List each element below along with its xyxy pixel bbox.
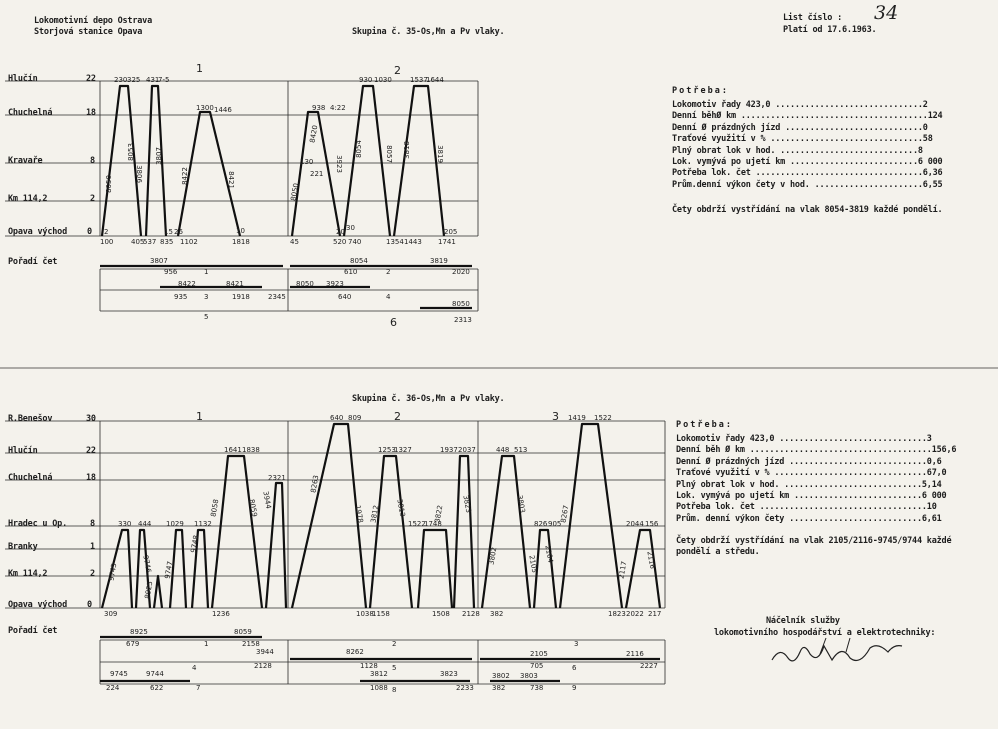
g1-crew-time: 1918 xyxy=(232,293,250,301)
g1-req-row: Plný obrat lok v hod. ............................ 8 xyxy=(672,145,923,156)
g2-crew-time: 1128 xyxy=(360,662,378,670)
g1-req-row: Denní běhØ km ...................................... 124 xyxy=(672,111,943,122)
g2-crew-train: 2105 xyxy=(530,650,548,658)
g2-crew-time: 738 xyxy=(530,684,544,692)
g2-req-row: Denní běh Ø km ..................................... 156,6 xyxy=(676,445,957,456)
g1-km-opava: 0 xyxy=(87,227,92,237)
g1-crew-number: 4 xyxy=(386,293,391,301)
g2-train: 9748 xyxy=(189,534,201,554)
g2-req-title: Potřeba: xyxy=(676,420,733,430)
g2-crew-train: 3944 xyxy=(256,648,274,656)
g1-time: 1300 xyxy=(196,104,214,112)
g2-time: 2044 xyxy=(626,520,644,528)
g2-time: 382 xyxy=(490,610,504,618)
g2-req-row: Lok. vymývá po ujetí km .......................... 6 000 xyxy=(676,491,947,502)
g2-time: 1158 xyxy=(372,610,390,618)
g1-time: 230 xyxy=(114,76,128,84)
depot-station: Storjová stanice Opava xyxy=(34,27,143,37)
g2-crew-number: 3 xyxy=(574,640,579,648)
g1-crew-train: 3819 xyxy=(430,257,448,265)
g2-km-km1142: 2 xyxy=(90,569,95,579)
g1-crew-train: 8050 xyxy=(296,280,314,288)
g2-note-line1: Čety obdrží vystřídání na vlak 2105/2116-9745/9744 každé xyxy=(676,536,952,546)
g2-train: 8059 xyxy=(247,498,259,518)
g1-time: 1818 xyxy=(232,238,250,246)
g2-req-row: Prům. denní výkon čety ........................... 6,61 xyxy=(676,513,942,524)
g2-crew-time: 705 xyxy=(530,662,544,670)
g2-time: 1823 xyxy=(608,610,626,618)
g2-train: 8058 xyxy=(209,498,221,518)
g1-crew-time: 610 xyxy=(344,268,358,276)
g1-time: 10 xyxy=(236,227,245,235)
g1-time: 30 xyxy=(346,224,355,232)
g2-crew-train: 3812 xyxy=(370,670,388,678)
g2-time: 1838 xyxy=(242,446,260,454)
g2-time: 1522 xyxy=(594,414,612,422)
g1-station-km1142: Km 114,2 xyxy=(8,194,48,204)
g2-time: 309 xyxy=(104,610,118,618)
g1-crew-number: 5 xyxy=(204,313,209,321)
g2-crew-number: 1 xyxy=(204,640,209,648)
g1-train-8053: 8053 xyxy=(126,143,135,161)
g2-time: 2022 xyxy=(626,610,644,618)
depot-name: Lokomotivní depo Ostrava xyxy=(34,16,153,26)
g1-req-row: Denní Ø prázdných jízd ............................ 0 xyxy=(672,122,928,133)
sheet-number: 34 xyxy=(874,2,899,24)
g1-station-kravare: Kravaře xyxy=(8,156,43,166)
g2-req-row: Potřeba lok. čet .................................. 10 xyxy=(676,502,937,513)
g1-time: 1446 xyxy=(214,106,232,114)
g2-crew-train: 2116 xyxy=(626,650,644,658)
g1-time: 130 xyxy=(300,158,314,166)
g1-time: 26 xyxy=(174,228,183,236)
g2-time: 448 xyxy=(496,446,510,454)
g2-req-row: Plný obrat lok v hod. ............................ 5,14 xyxy=(676,479,942,490)
g2-crew-train: 8262 xyxy=(346,648,364,656)
g2-time: 809 xyxy=(348,414,362,422)
g1-time: 7-5 xyxy=(158,76,170,84)
g1-order-label: Pořadí čet xyxy=(8,257,58,267)
g1-crew-train: 3923 xyxy=(326,280,344,288)
g1-train-8420: 8420 xyxy=(308,124,320,144)
g1-crew-time: 956 xyxy=(164,268,178,276)
g1-crew-train: 8050 xyxy=(452,300,470,308)
g2-crew-number: 6 xyxy=(572,664,577,672)
g1-time: 221 xyxy=(310,170,324,178)
g1-train-8057: 8057 xyxy=(384,145,393,163)
g1-crew-number: 1 xyxy=(204,268,209,276)
g2-time: 2037 xyxy=(458,446,476,454)
g2-crew-train: 3802 xyxy=(492,672,510,680)
g2-train: 8263 xyxy=(309,474,321,494)
g2-train: 8925 xyxy=(143,580,155,600)
g2-time: 640 xyxy=(330,414,344,422)
g1-crew-time: 2345 xyxy=(268,293,286,301)
g2-order-label: Pořadí čet xyxy=(8,626,58,636)
g2-crew-train: 9744 xyxy=(146,670,164,678)
g2-req-row: Traťové využití v % ............................... 67,0 xyxy=(676,468,947,479)
g2-train: 3812 xyxy=(369,504,381,524)
g2-note-line2: pondělí a středu. xyxy=(676,547,760,557)
g1-req-title: Potřeba: xyxy=(672,86,729,96)
g2-train: 1978 xyxy=(353,504,365,524)
g2-crew-train: 3823 xyxy=(440,670,458,678)
g2-crew-time: 2233 xyxy=(456,684,474,692)
g2-train: 3803 xyxy=(515,494,527,514)
g2-km-opava: 0 xyxy=(87,600,92,610)
g2-crew-time: 224 xyxy=(106,684,120,692)
g1-time: 20 xyxy=(336,228,345,236)
g1-time: 537 xyxy=(143,238,157,246)
g1-time: 325 xyxy=(127,76,141,84)
g2-time: 2321 xyxy=(268,474,286,482)
g2-km-chuchelna: 18 xyxy=(86,473,96,483)
g2-km-hlucin: 22 xyxy=(86,446,96,456)
g2-station-km1142: Km 114,2 xyxy=(8,569,48,579)
g1-crew-number: 3 xyxy=(204,293,209,301)
g2-crew-train: 8925 xyxy=(130,628,148,636)
g2-train: 3822 xyxy=(433,504,445,524)
g2-station-chuchelna: Chuchelná xyxy=(8,473,53,483)
group1-title: Skupina č. 35-Os,Mn a Pv vlaky. xyxy=(352,27,505,37)
g2-time: 1327 xyxy=(394,446,412,454)
g1-time: 205 xyxy=(444,228,458,236)
g2-crew-time: 679 xyxy=(126,640,140,648)
valid-from: Platí od 17.6.1963. xyxy=(783,25,877,35)
g2-crew-number: 8 xyxy=(392,686,397,694)
g2-time: 826 xyxy=(534,520,548,528)
g2-station-branky: Branky xyxy=(8,542,38,552)
g1-time: 930 xyxy=(359,76,373,84)
g1-train-8050: 8050 xyxy=(104,175,113,193)
g2-time: 905 xyxy=(548,520,562,528)
g1-crew-train: 8421 xyxy=(226,280,244,288)
g2-train: 2116 xyxy=(645,550,657,570)
g2-km-branky: 1 xyxy=(90,542,95,552)
g2-crew-number: 7 xyxy=(196,684,201,692)
g2-train: 3823 xyxy=(461,494,473,514)
g1-req-row: Potřeba lok. čet .................................. 6,36 xyxy=(672,168,943,179)
g1-time: 431 xyxy=(146,76,160,84)
group2-title: Skupina č. 36-Os,Mn a Pv vlaky. xyxy=(352,394,505,404)
g1-time: 1354 xyxy=(386,238,404,246)
g1-time: 405 xyxy=(131,238,145,246)
g2-time: 1937 xyxy=(440,446,458,454)
g1-time: 740 xyxy=(348,238,362,246)
g2-train: 3813 xyxy=(395,498,407,518)
g1-crew-time: 640 xyxy=(338,293,352,301)
g2-train: 3802 xyxy=(487,546,499,566)
g1-time: 4:22 xyxy=(330,104,346,112)
g2-crew-train: 8059 xyxy=(234,628,252,636)
g2-time: 1748 xyxy=(424,520,442,528)
g2-crew-time: 1088 xyxy=(370,684,388,692)
g2-station-opava: Opava východ xyxy=(8,600,68,610)
g2-time: 1508 xyxy=(432,610,450,618)
group2-section-1: 1 xyxy=(196,410,203,423)
g1-train-8421: 8421 xyxy=(226,171,235,189)
g1-time: 1741 xyxy=(438,238,456,246)
g2-time: 444 xyxy=(138,520,152,528)
g1-crew-train: 3807 xyxy=(150,257,168,265)
g2-crew-time: 622 xyxy=(150,684,164,692)
g1-station-chuchelna: Chuchelná xyxy=(8,108,53,118)
g2-train: 2117 xyxy=(617,560,629,580)
g1-req-row: Prům.denní výkon čety v hod. ...................... 6,55 xyxy=(672,179,943,190)
g2-time: 156 xyxy=(645,520,659,528)
g2-time: 2128 xyxy=(462,610,480,618)
g1-crew-train: 8422 xyxy=(178,280,196,288)
g2-train: 9747 xyxy=(163,560,175,580)
g1-km-chuchelna: 18 xyxy=(86,108,96,118)
g1-train-3819: 3819 xyxy=(435,145,444,163)
group2-section-2: 2 xyxy=(394,410,401,423)
g2-train: 3944 xyxy=(261,490,273,510)
g1-crew-train: 8054 xyxy=(350,257,368,265)
group2-section-3: 3 xyxy=(552,410,559,423)
g2-train: 8267 xyxy=(559,504,571,524)
g1-train-3923: 3923 xyxy=(334,155,343,173)
signature-title: Náčelník služby xyxy=(766,616,840,626)
g1-crew-number: 6 xyxy=(390,316,397,329)
g2-train: 9745 xyxy=(107,562,119,582)
g2-req-row: Lokomotiv řady 423,0 .............................. 3 xyxy=(676,434,932,444)
g2-time: 513 xyxy=(514,446,528,454)
g2-crew-train: 9745 xyxy=(110,670,128,678)
g1-train-8422: 8422 xyxy=(180,167,189,185)
g1-km-km1142: 2 xyxy=(90,194,95,204)
g1-crew-time: 2313 xyxy=(454,316,472,324)
g2-km-hradec: 8 xyxy=(90,519,95,529)
g1-km-kravare: 8 xyxy=(90,156,95,166)
g2-crew-number: 2 xyxy=(392,640,397,648)
g2-km-benesov: 30 xyxy=(86,414,96,424)
g2-train: 2105 xyxy=(527,554,539,574)
g2-station-hlucin: Hlučín xyxy=(8,446,38,456)
g1-train-8050b: 8050 xyxy=(289,182,301,202)
g1-station-opava: Opava východ xyxy=(8,227,68,237)
g1-crew-time: 2020 xyxy=(452,268,470,276)
g1-note: Čety obdrží vystřídání na vlak 8054-3819 každé pondělí. xyxy=(672,205,943,215)
g2-crew-time: 382 xyxy=(492,684,506,692)
g2-crew-train: 3803 xyxy=(520,672,538,680)
g1-time: 45 xyxy=(290,238,299,246)
g1-time: 15 xyxy=(164,228,173,236)
g2-time: 330 xyxy=(118,520,132,528)
g1-crew-number: 2 xyxy=(386,268,391,276)
g2-station-hradec: Hradec u Op. xyxy=(8,519,68,529)
g2-time: 1253 xyxy=(378,446,396,454)
g2-time: 1419 xyxy=(568,414,586,422)
g1-time: 2 xyxy=(104,228,109,236)
g2-time: 1038 xyxy=(356,610,374,618)
g2-station-benesov: R.Benešov xyxy=(8,414,53,424)
g2-time: 217 xyxy=(648,610,662,618)
g2-req-row: Denní Ø prázdných jízd ............................ 0,6 xyxy=(676,456,942,467)
g1-crew-time: 935 xyxy=(174,293,188,301)
g1-train-3806: 3806 xyxy=(134,165,143,183)
g2-time: 1522 xyxy=(408,520,426,528)
g2-time: 1641 xyxy=(224,446,242,454)
g1-req-row: Traťové využití v % ............................... 58 xyxy=(672,134,933,145)
g2-time: 1132 xyxy=(194,520,212,528)
group1-section-1: 1 xyxy=(196,62,203,75)
g2-train: 9746 xyxy=(141,554,153,574)
g2-crew-time: 2158 xyxy=(242,640,260,648)
g1-train-8054: 8054 xyxy=(354,140,363,158)
g1-station-hlucin: Hlučín xyxy=(8,74,38,84)
g2-time: 1236 xyxy=(212,610,230,618)
g1-time: 835 xyxy=(160,238,174,246)
g2-crew-number: 4 xyxy=(192,664,197,672)
g1-time: 1030 xyxy=(374,76,392,84)
group1-section-2: 2 xyxy=(394,64,401,77)
g1-time: 100 xyxy=(100,238,114,246)
signature-department: lokomotivního hospodářství a elektrotechniky: xyxy=(714,628,936,638)
g2-crew-number: 9 xyxy=(572,684,577,692)
g1-time: 938 xyxy=(312,104,326,112)
g1-train-3818: 3818 xyxy=(402,141,411,159)
g1-time: 1644 xyxy=(426,76,444,84)
g1-time: 1102 xyxy=(180,238,198,246)
g1-req-row: Lokomotiv řady 423,0 .............................. 2 xyxy=(672,100,928,110)
g1-km-hlucin: 22 xyxy=(86,74,96,84)
g2-train: 2104 xyxy=(543,544,555,564)
sheet-label: List číslo : xyxy=(783,13,843,23)
g1-time: 520 xyxy=(333,238,347,246)
g1-req-row: Lok. vymývá po ujetí km .......................... 6 000 xyxy=(672,157,943,168)
g1-time: 1537 xyxy=(410,76,428,84)
g2-time: 1029 xyxy=(166,520,184,528)
g2-crew-number: 5 xyxy=(392,664,397,672)
g1-time: 1443 xyxy=(404,238,422,246)
g2-crew-time: 2227 xyxy=(640,662,658,670)
g1-train-3807: 3807 xyxy=(154,147,163,165)
g2-crew-time: 2128 xyxy=(254,662,272,670)
